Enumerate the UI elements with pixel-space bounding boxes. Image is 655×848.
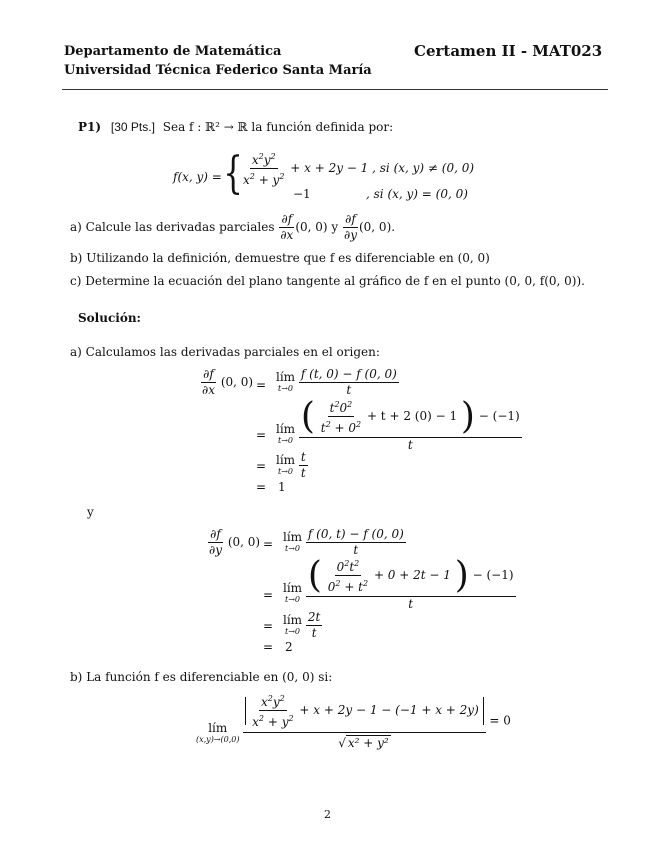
dfx-line-2: lím t→0 ( $\frac{t^20^2}{t^2 + 0^2}$ + t + 2 (0) − 1 ) − (−1) t <box>276 395 520 452</box>
header-rule <box>62 89 608 90</box>
solution-a-text: Calculamos las derivadas parciales en el origen: <box>85 345 380 359</box>
b-expr: + x + 2y − 1 − (−1 + x + 2y) <box>299 703 479 717</box>
line3-den: t <box>300 466 306 480</box>
eq-3: = <box>256 459 267 473</box>
solution-title: Solución: <box>78 311 141 325</box>
dfy-line-1 <box>283 528 406 557</box>
line2-den: t <box>407 438 413 452</box>
dfy-line-2: lím t→0 ( $\frac{0^2t^2}{0^2 + t^2}$ + 0 + 2t − 1 ) − (−1) t <box>283 554 514 611</box>
problem-intro: Sea f : ℝ² → ℝ la función definida por: <box>162 120 394 134</box>
lim: lím <box>276 452 296 467</box>
line3-num: t <box>300 450 306 464</box>
eq-7: = <box>263 619 274 633</box>
lim-sub: t→0 <box>285 543 301 553</box>
case-1-tail: + x + 2y − 1 , si (x, y) ≠ (0, 0) <box>290 161 475 175</box>
lim: lím <box>276 422 296 436</box>
lim: lím <box>283 529 303 544</box>
left-brace: { <box>223 148 243 199</box>
liney1-num: f (0, t) − f (0, 0) <box>307 527 404 541</box>
item-c <box>70 274 585 288</box>
diff-limit: lím (x,y)→(0,0) $\frac{x^2y^2}{x^2 + y^2}$ + x + 2y − 1 − (−1 + x + 2y) √ x² + y² = 0 <box>196 694 511 750</box>
item-b <box>70 251 490 265</box>
b-den: x² + y² <box>347 736 389 750</box>
case-1: $\frac{x^2y^2}{x^2 + y^2}$ + x + 2y − 1 , si (x, y) ≠ (0, 0) <box>243 152 475 187</box>
liney2-tail: + 0 + 2t − 1 <box>373 568 451 582</box>
university: Universidad Técnica Federico Santa María <box>64 63 372 78</box>
item-c-label: c) <box>70 274 82 288</box>
item-a-tail: (0, 0). <box>358 220 396 234</box>
dfx-result: 1 <box>278 480 286 494</box>
limb-sub: (x,y)→(0,0) <box>196 735 240 744</box>
lim-sub: t→0 <box>278 383 294 393</box>
eq-6: = <box>263 588 274 602</box>
liney3-num: 2t <box>307 610 321 624</box>
lim-sub: t→0 <box>285 595 301 604</box>
page-number: 2 <box>324 808 331 821</box>
item-b-label: b) <box>70 251 83 265</box>
lim: lím <box>283 612 303 627</box>
lim-sub: t→0 <box>278 466 294 476</box>
dfx-arg: (0, 0) <box>220 375 254 389</box>
eq-8: = <box>263 640 274 654</box>
department: Departamento de Matemática <box>64 44 282 59</box>
exam-title: Certamen II - MAT023 <box>414 42 603 60</box>
fdef-lhs: f(x, y) = <box>173 170 222 184</box>
eq-5: = <box>263 537 274 551</box>
item-a: a) Calcule las derivadas parciales $\frac{\partial f}{\partial x}$ (0, 0) y $\frac{\partial f}{\partial y}$ (0, 0). <box>70 212 396 242</box>
line2-end: − (−1) <box>478 409 520 423</box>
eq-4: = <box>256 480 267 494</box>
dfy-arg: (0, 0) <box>227 535 261 549</box>
solution-a-label: a) <box>70 345 82 359</box>
problem-label: P1) <box>78 120 102 134</box>
item-a-mid: (0, 0) y <box>295 220 339 234</box>
problem-header <box>78 120 393 134</box>
dfx-line-3 <box>276 451 308 480</box>
problem-points: [30 Pts.] <box>110 120 155 134</box>
solution-a <box>70 345 380 359</box>
liney1-den: t <box>353 543 359 557</box>
item-a-label: a) <box>70 220 82 234</box>
solution-b <box>70 670 332 684</box>
liney2-end: − (−1) <box>472 568 514 582</box>
solution-b-text: La función f es diferenciable en (0, 0) si: <box>86 670 333 684</box>
dfy-line-3 <box>283 611 322 640</box>
dfx-line-1 <box>276 368 399 397</box>
case-2-cond: , si (x, y) = (0, 0) <box>366 187 468 201</box>
item-b-text: Utilizando la definición, demuestre que f es diferenciable en (0, 0) <box>86 251 490 265</box>
y-word: y <box>87 505 94 519</box>
line1-den: t <box>346 383 352 397</box>
lim: lím <box>276 369 296 384</box>
item-a-text: Calcule las derivadas parciales <box>85 220 275 234</box>
eq-2: = <box>256 428 267 442</box>
lim-sub: t→0 <box>278 436 294 445</box>
case-2-value: −1 <box>293 187 311 201</box>
b-eq: = 0 <box>489 713 511 728</box>
line1-num: f (t, 0) − f (0, 0) <box>300 367 397 381</box>
line2-tail: + t + 2 (0) − 1 <box>366 409 458 423</box>
eq-1: = <box>256 378 267 392</box>
lim: lím <box>283 581 303 595</box>
lim-sub: t→0 <box>285 626 301 636</box>
dfx-lhs: $\frac{\partial f}{\partial x}$ (0, 0) <box>202 367 254 397</box>
dfy-lhs: $\frac{\partial f}{\partial y}$ (0, 0) <box>209 527 261 557</box>
item-c-text: Determine la ecuación del plano tangente al gráfico de f en el punto (0, 0, f(0, 0)). <box>85 274 585 288</box>
liney3-den: t <box>311 626 317 640</box>
liney2-den: t <box>408 597 414 611</box>
lim: lím <box>208 721 228 735</box>
dfy-result: 2 <box>285 640 293 654</box>
solution-b-label: b) <box>70 670 83 684</box>
